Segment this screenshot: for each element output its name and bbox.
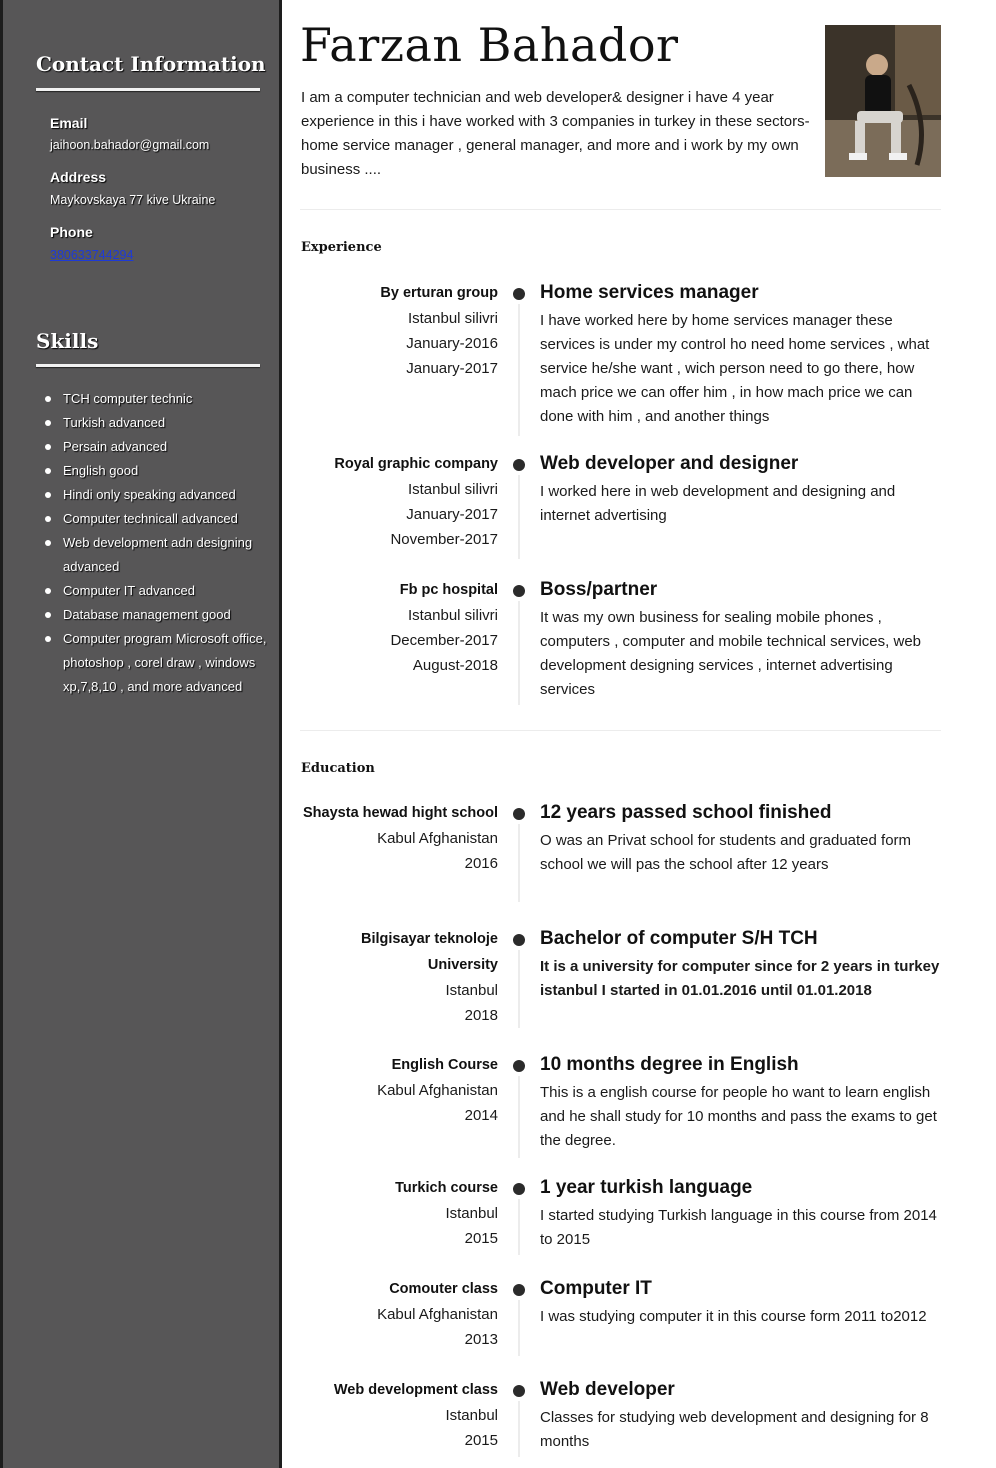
timeline-dot-icon — [513, 1385, 525, 1397]
timeline-line — [518, 1199, 520, 1255]
entry-org: Shaysta hewad hight school — [303, 805, 498, 821]
skill-item: Hindi only speaking advanced — [43, 483, 273, 507]
phone-link[interactable]: 380633744294 — [50, 248, 134, 262]
entry-role: Boss/partner — [540, 579, 658, 600]
experience-title: Experience — [301, 240, 382, 255]
profile-summary: I am a computer technician and web developer& designer i have 4 year experience in this i have worked with 3 companies in turkey in these sectors-home service manager , general manager, and more and i work by my own business .... — [301, 89, 810, 178]
timeline-dot-icon — [513, 808, 525, 820]
entry-description: O was an Privat school for students and graduated form school we will pas the school after 12 years — [540, 832, 912, 873]
entry-role: 1 year turkish language — [540, 1177, 753, 1198]
person-name: Farzan Bahador — [300, 18, 679, 72]
entry-description: Classes for studying web development and designing for 8 months — [540, 1409, 929, 1450]
profile-photo — [825, 25, 941, 177]
entry-role: 12 years passed school finished — [540, 802, 832, 823]
entry-location: Istanbul silivri — [407, 607, 498, 624]
entry-start-date: December-2017 — [390, 632, 498, 649]
timeline-line — [518, 824, 520, 902]
contact-divider — [36, 88, 260, 91]
entry-location: Istanbul — [445, 1407, 498, 1424]
entry-org: Fb pc hospital — [399, 582, 498, 598]
timeline-line — [518, 1300, 520, 1356]
entry-year: 2018 — [464, 1007, 498, 1024]
entry-role: 10 months degree in English — [540, 1054, 799, 1075]
skill-item: Computer IT advanced — [43, 579, 273, 603]
entry-end-date: January-2017 — [406, 360, 498, 377]
entry-description: I started studying Turkish language in this course from 2014 to 2015 — [540, 1207, 937, 1248]
header-divider — [300, 209, 941, 210]
timeline-dot-icon — [513, 1060, 525, 1072]
sidebar — [0, 0, 282, 1468]
entry-org: Bilgisayar teknoloje University — [361, 931, 498, 973]
entry-location: Kabul Afghanistan — [377, 1082, 498, 1099]
phone-label: Phone — [50, 224, 93, 240]
entry-year: 2015 — [464, 1432, 498, 1449]
skill-item: Computer technicall advanced — [43, 507, 273, 531]
skill-item: Computer program Microsoft office, photoshop , corel draw , windows xp,7,8,10 , and more advanced — [43, 627, 273, 699]
entry-location: Istanbul silivri — [407, 481, 498, 498]
entry-org: Web development class — [333, 1382, 498, 1398]
entry-org: Turkich course — [395, 1180, 498, 1196]
timeline-dot-icon — [513, 1284, 525, 1296]
timeline-line — [518, 1076, 520, 1158]
timeline-line — [518, 304, 520, 436]
entry-role: Home services manager — [540, 282, 759, 303]
address-label: Address — [50, 169, 107, 185]
entry-description: I was studying computer it in this course form 2011 to2012 — [540, 1308, 927, 1325]
entry-org: By erturan group — [380, 285, 498, 301]
skills-title: Skills — [36, 329, 99, 353]
entry-start-date: January-2017 — [406, 506, 498, 523]
entry-role: Web developer and designer — [540, 453, 799, 474]
timeline-dot-icon — [513, 585, 525, 597]
entry-org: Royal graphic company — [334, 456, 498, 472]
entry-year: 2013 — [464, 1331, 498, 1348]
entry-location: Istanbul — [445, 1205, 498, 1222]
entry-end-date: August-2018 — [412, 657, 498, 674]
entry-location: Kabul Afghanistan — [377, 830, 498, 847]
timeline-dot-icon — [513, 459, 525, 471]
entry-org: English Course — [391, 1057, 498, 1073]
entry-description: It is a university for computer since for 2 years in turkey istanbul I started in 01.01.2016 until 01.01.2018 — [540, 958, 940, 999]
contact-title: Contact Information — [36, 52, 266, 76]
entry-year: 2015 — [464, 1230, 498, 1247]
entry-description: This is a english course for people ho want to learn english and he shall study for 10 months and pass the exams to get the degree. — [540, 1084, 937, 1149]
entry-role: Web developer — [540, 1379, 675, 1400]
skill-item: Persain advanced — [43, 435, 273, 459]
address-value: Maykovskaya 77 kive Ukraine — [50, 193, 216, 207]
entry-location: Istanbul — [445, 982, 498, 999]
entry-year: 2014 — [464, 1107, 498, 1124]
timeline-dot-icon — [513, 934, 525, 946]
timeline-line — [518, 1401, 520, 1457]
skill-item: English good — [43, 459, 273, 483]
skills-divider — [36, 364, 260, 367]
timeline-dot-icon — [513, 1183, 525, 1195]
email-label: Email — [50, 115, 88, 131]
skill-item: Database management good — [43, 603, 273, 627]
timeline-line — [518, 475, 520, 559]
email-value: jaihoon.bahador@gmail.com — [50, 138, 210, 152]
skill-item: Web development adn designing advanced — [43, 531, 273, 579]
entry-location: Kabul Afghanistan — [377, 1306, 498, 1323]
entry-description: I have worked here by home services manager these services is under my control ho need home services , what service he/she want , wich person need to go there, how mach price we can offer him , in how mach price we can done with him , and another things — [540, 312, 930, 425]
timeline-line — [518, 950, 520, 1028]
skill-item: TCH computer technic — [43, 387, 273, 411]
entry-start-date: January-2016 — [406, 335, 498, 352]
timeline-dot-icon — [513, 288, 525, 300]
entry-year: 2016 — [464, 855, 498, 872]
timeline-line — [518, 601, 520, 705]
entry-end-date: November-2017 — [390, 531, 498, 548]
skills-list — [43, 387, 273, 699]
entry-org: Comouter class — [389, 1281, 498, 1297]
entry-role: Computer IT — [540, 1278, 652, 1299]
entry-location: Istanbul silivri — [407, 310, 498, 327]
entry-description: I worked here in web development and designing and internet advertising — [540, 483, 896, 524]
entry-role: Bachelor of computer S/H TCH — [540, 928, 818, 949]
section-divider — [300, 730, 941, 731]
education-title: Education — [301, 761, 375, 776]
skill-item: Turkish advanced — [43, 411, 273, 435]
entry-description: It was my own business for sealing mobile phones , computers , computer and mobile technical services, web development designing services , internet advertising services — [540, 609, 922, 698]
person-photo-icon — [825, 25, 941, 177]
